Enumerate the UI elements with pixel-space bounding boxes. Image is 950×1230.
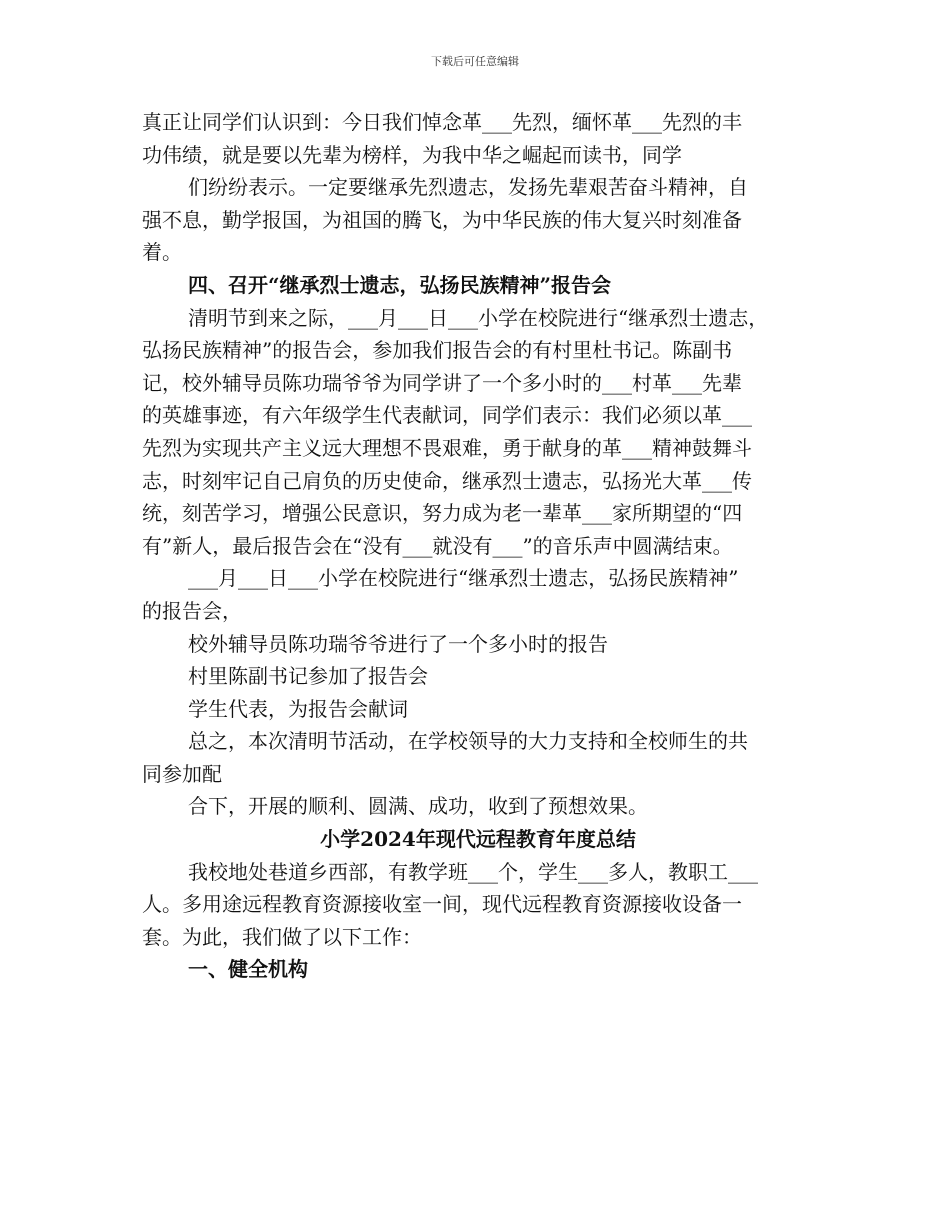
text-line: 们纷纷表示。一定要继承先烈遗志，发扬先辈艰苦奋斗精神，自 [188, 175, 748, 200]
text-line: ___月___日___小学在校院进行“继承烈士遗志，弘扬民族精神” [188, 566, 739, 591]
text-line: 着。 [142, 240, 182, 265]
text-line: 我校地处巷道乡西部，有教学班___个，学生___多人，教职工___ [188, 859, 758, 884]
text-line: 弘扬民族精神”的报告会，参加我们报告会的有村里杜书记。陈副书 [142, 338, 733, 363]
text-line: 的英雄事迹，有六年级学生代表献词，同学们表示：我们必须以革___ [142, 403, 752, 428]
text-line: 先烈为实现共产主义远大理想不畏艰难，勇于献身的革___精神鼓舞斗 [142, 435, 752, 460]
text-line: 学生代表，为报告会献词 [188, 696, 408, 721]
section-heading: 一、健全机构 [188, 957, 308, 982]
text-line: 强不息，勤学报国，为祖国的腾飞，为中华民族的伟大复兴时刻准备 [142, 207, 742, 232]
text-line: 同参加配 [142, 761, 222, 786]
text-line: 套。为此，我们做了以下工作： [142, 924, 422, 949]
text-line: 的报告会， [142, 598, 242, 623]
text-line: 校外辅导员陈功瑞爷爷进行了一个多小时的报告 [188, 631, 608, 656]
text-line: 合下，开展的顺利、圆满、成功，收到了预想效果。 [188, 794, 648, 819]
text-line: 总之，本次清明节活动，在学校领导的大力支持和全校师生的共 [188, 729, 748, 754]
text-line: 有”新人，最后报告会在“没有___就没有___”的音乐声中圆满结束。 [142, 533, 733, 558]
text-line: 志，时刻牢记自己肩负的历史使命，继承烈士遗志，弘扬光大革___传 [142, 468, 752, 493]
text-line: 真正让同学们认识到：今日我们悼念革___先烈，缅怀革___先烈的丰 [142, 110, 742, 134]
text-line: 功伟绩，就是要以先辈为榜样，为我中华之崛起而读书，同学 [142, 142, 682, 167]
text-line: 记，校外辅导员陈功瑞爷爷为同学讲了一个多小时的___村革___先辈 [142, 370, 742, 395]
text-line: 统，刻苦学习，增强公民意识，努力成为老一辈革___家所期望的“四 [142, 501, 743, 526]
section-heading: 四、召开“继承烈士遗志，弘扬民族精神”报告会 [188, 272, 612, 297]
page-header: 下载后可任意编辑 [431, 55, 519, 68]
text-line: 人。多用途远程教育资源接收室一间，现代远程教育资源接收设备一 [142, 892, 742, 917]
text-line: 村里陈副书记参加了报告会 [188, 664, 428, 689]
document-title: 小学2024年现代远程教育年度总结 [320, 827, 636, 852]
text-line: 清明节到来之际，___月___日___小学在校院进行“继承烈士遗志， [188, 305, 769, 330]
document-body [142, 106, 814, 986]
